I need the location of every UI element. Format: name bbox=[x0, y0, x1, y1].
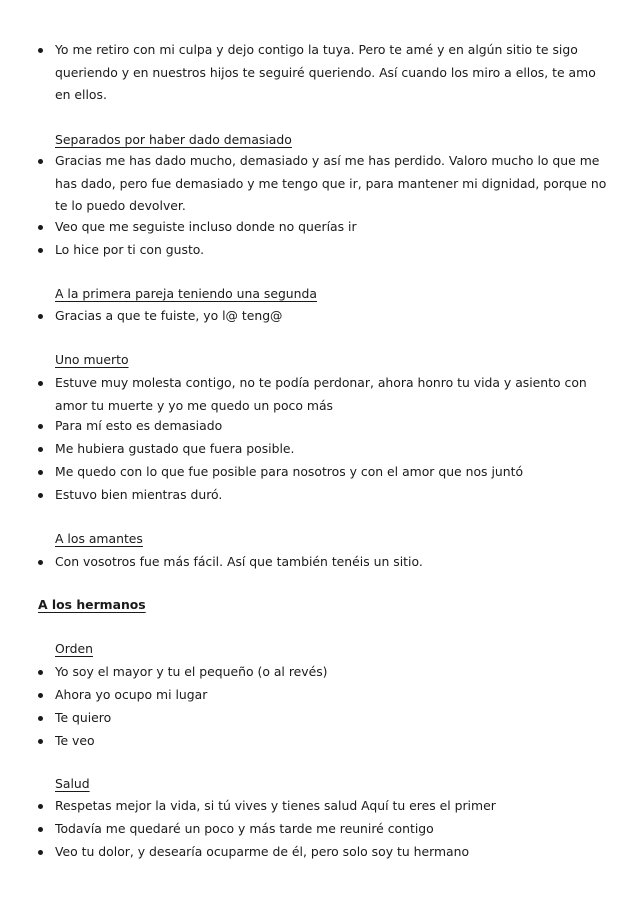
bullet-icon bbox=[38, 447, 43, 452]
bullet-icon bbox=[38, 670, 43, 675]
bullet-icon bbox=[38, 225, 43, 230]
list-item: Yo me retiro con mi culpa y dejo contigo la tuya. Pero te amé y en algún sitio te sigo queriendo y en nuestros hijos te seguiré queriendo. Así cuando los miro a ellos, te amo en ellos. bbox=[55, 39, 608, 107]
bullet-icon bbox=[38, 693, 43, 698]
list-item: Ahora yo ocupo mi lugar bbox=[55, 684, 608, 707]
list-item: Veo que me seguiste incluso donde no querías ir bbox=[55, 216, 608, 239]
bullet-icon bbox=[38, 248, 43, 253]
list-item: Te veo bbox=[55, 730, 608, 753]
subheading-separados: Separados por haber dado demasiado bbox=[55, 132, 292, 147]
list-item: Me quedo con lo que fue posible para nosotros y con el amor que nos juntó bbox=[55, 461, 608, 484]
subheading-amantes: A los amantes bbox=[55, 531, 143, 546]
list-item: Todavía me quedaré un poco y más tarde me reuniré contigo bbox=[55, 818, 608, 841]
bullet-icon bbox=[38, 716, 43, 721]
list-item: Respetas mejor la vida, si tú vives y tienes salud Aquí tu eres el primer bbox=[55, 795, 608, 818]
bullet-icon bbox=[38, 804, 43, 809]
section-title-hermanos: A los hermanos bbox=[38, 597, 146, 612]
list-item: Te quiero bbox=[55, 707, 608, 730]
list-item: Lo hice por ti con gusto. bbox=[55, 239, 608, 262]
bullet-icon bbox=[38, 850, 43, 855]
list-item: Estuvo bien mientras duró. bbox=[55, 484, 608, 507]
list-item: Yo soy el mayor y tu el pequeño (o al revés) bbox=[55, 661, 608, 684]
subheading-uno-muerto: Uno muerto bbox=[55, 352, 129, 367]
list-item: Para mí esto es demasiado bbox=[55, 415, 608, 438]
list-item: Estuve muy molesta contigo, no te podía perdonar, ahora honro tu vida y asiento con amor tu muerte y yo me quedo un poco más bbox=[55, 372, 608, 417]
list-item: Gracias a que te fuiste, yo l@ teng@ bbox=[55, 305, 608, 328]
bullet-icon bbox=[38, 159, 43, 164]
bullet-icon bbox=[38, 314, 43, 319]
list-item: Veo tu dolor, y desearía ocuparme de él, pero solo soy tu hermano bbox=[55, 841, 608, 864]
subheading-primera-pareja: A la primera pareja teniendo una segunda bbox=[55, 286, 317, 301]
subheading-orden: Orden bbox=[55, 641, 93, 656]
list-item: Con vosotros fue más fácil. Así que también tenéis un sitio. bbox=[55, 551, 608, 574]
bullet-icon bbox=[38, 493, 43, 498]
bullet-icon bbox=[38, 827, 43, 832]
bullet-icon bbox=[38, 48, 43, 53]
bullet-icon bbox=[38, 424, 43, 429]
subheading-salud: Salud bbox=[55, 776, 90, 791]
list-item: Me hubiera gustado que fuera posible. bbox=[55, 438, 608, 461]
bullet-icon bbox=[38, 560, 43, 565]
bullet-icon bbox=[38, 739, 43, 744]
bullet-icon bbox=[38, 381, 43, 386]
bullet-icon bbox=[38, 470, 43, 475]
list-item: Gracias me has dado mucho, demasiado y así me has perdido. Valoro mucho lo que me has dado, pero fue demasiado y me tengo que ir, para mantener mi dignidad, porque no te lo puedo devolver. bbox=[55, 150, 608, 218]
